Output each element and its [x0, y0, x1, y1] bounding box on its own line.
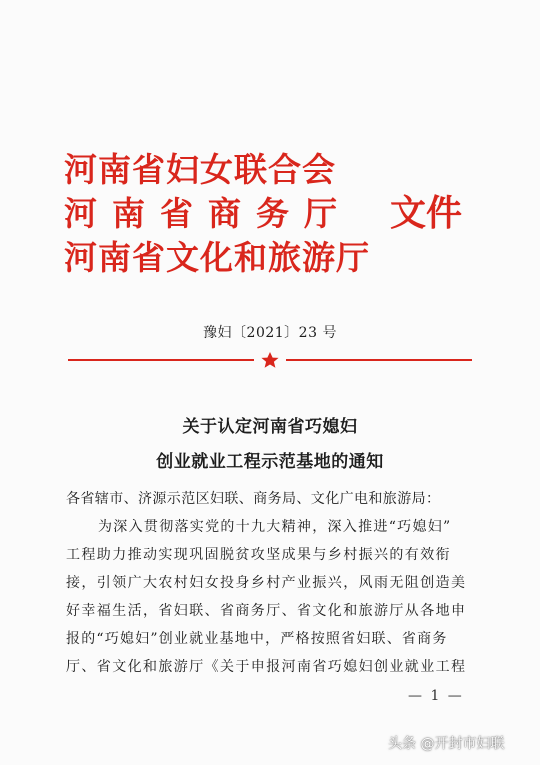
body-paragraph-line: 工程助力推动实现巩固脱贫攻坚成果与乡村振兴的有效衔: [66, 547, 451, 563]
body-paragraph-line: 为深入贯彻落实党的十九大精神，深入推进“巧媳妇”: [98, 519, 452, 535]
document-type-label: 文件: [390, 193, 463, 234]
body-paragraph-line: 好幸福生活，省妇联、省商务厅、省文化和旅游厅从各地申: [66, 603, 467, 619]
body-paragraph-line: 报的“巧媳妇”创业就业基地中，严格按照省妇联、省商务: [66, 631, 448, 647]
notice-title-line-2: 创业就业工程示范基地的通知: [156, 452, 384, 472]
document-number: 豫妇〔2021〕23 号: [203, 325, 337, 341]
red-divider: [68, 352, 472, 368]
issuer-womens-federation: 河南省妇女联合会: [64, 150, 336, 189]
addressee: 各省辖市、济源示范区妇联、商务局、文化广电和旅游局：: [66, 491, 441, 507]
notice-title-line-1: 关于认定河南省巧媳妇: [182, 417, 358, 437]
source-watermark: 头条 @开封市妇联: [388, 736, 505, 752]
page-number: — 1 —: [408, 688, 464, 704]
issuer-commerce-department: 河南省商务厅: [64, 194, 352, 233]
issuer-culture-tourism-department: 河南省文化和旅游厅: [64, 238, 370, 277]
body-paragraph-line: 接，引领广大农村妇女投身乡村产业振兴，风雨无阻创造美: [66, 575, 467, 591]
star-icon: [261, 352, 278, 368]
body-paragraph-line: 厅、省文化和旅游厅《关于申报河南省巧媳妇创业就业工程: [66, 659, 467, 675]
